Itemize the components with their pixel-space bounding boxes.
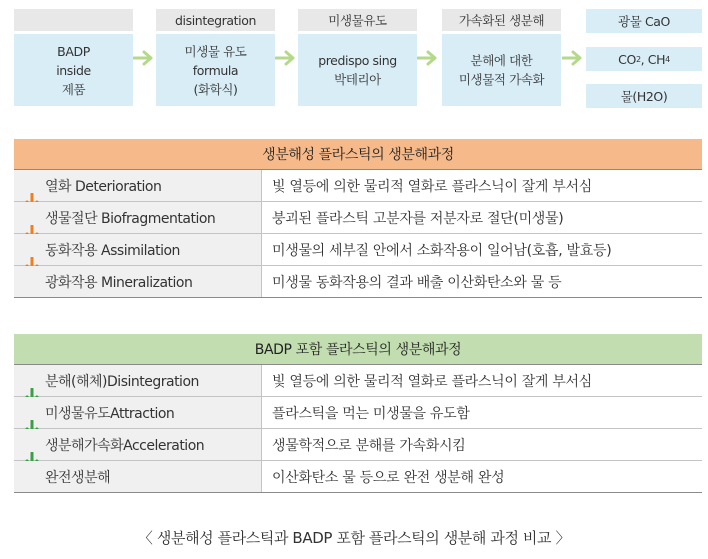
flow-step-badp-product — [14, 9, 133, 106]
flow-step-line: BADP — [57, 43, 90, 59]
output-mineral — [586, 9, 702, 33]
output-label: 물(H2O) — [620, 89, 668, 104]
table-row — [14, 234, 702, 266]
flow-step-line: 미생물적 가속화 — [458, 72, 545, 87]
flow-step-line: 미생물 유도 — [184, 43, 247, 59]
biodegradable-process-table — [14, 139, 702, 298]
table-title: BADP 포함 플라스틱의 생분해과정 — [14, 334, 702, 365]
flow-step-line: formula — [192, 62, 239, 78]
output-subscript: 2 — [635, 54, 641, 64]
flow-step-disintegration — [156, 9, 275, 106]
flow-step-line: inside — [56, 62, 91, 78]
flow-step-line: 박테리아 — [334, 72, 381, 87]
flow-step-header: 미생물유도 — [298, 9, 417, 31]
description-cell: 플라스틱을 먹는 미생물을 유도함 — [272, 405, 470, 422]
flow-arrow-icon — [562, 50, 584, 66]
table-row — [14, 365, 702, 397]
output-label: 광물 CaO — [618, 14, 670, 29]
flow-arrow-icon — [133, 50, 155, 66]
table-row — [14, 461, 702, 493]
description-cell: 생물학적으로 분해를 가속화시킴 — [272, 437, 466, 454]
stage-cell: 생분해가속화Acceleration — [14, 429, 262, 460]
flow-step-header — [14, 9, 133, 31]
flow-step-line: 제품 — [61, 81, 86, 97]
description-cell: 빛 열등에 의한 물리적 열화로 플라스닉이 잘게 부서심 — [272, 178, 592, 195]
table-row — [14, 397, 702, 429]
flow-step-header: 가속화된 생분해 — [442, 9, 561, 31]
stage-cell: 열화 Deterioration — [14, 170, 262, 201]
flow-step-acceleration — [442, 9, 561, 106]
flow-step-header: disintegration — [156, 9, 275, 31]
flow-step-line: 분해에 대한 — [470, 53, 533, 68]
description-cell: 빛 열등에 의한 물리적 열화로 플라스닉이 잘게 부서심 — [272, 373, 592, 390]
stage-cell: 분해(해체)Disintegration — [14, 365, 262, 396]
output-label-co2: CO — [618, 51, 636, 67]
output-label-ch4: , CH — [640, 51, 666, 67]
flow-step-line: predispo sing — [318, 53, 397, 68]
table-row — [14, 202, 702, 234]
flow-step-body — [156, 34, 275, 106]
flow-step-body — [298, 34, 417, 106]
stage-cell: 생물절단 Biofragmentation — [14, 202, 262, 233]
output-gas — [586, 47, 702, 71]
badp-process-table — [14, 334, 702, 493]
stage-cell: 동화작용 Assimilation — [14, 234, 262, 265]
stage-cell: 미생물유도Attraction — [14, 397, 262, 428]
flow-step-line: (화학식) — [193, 81, 238, 97]
table-row — [14, 429, 702, 461]
flow-arrow-icon — [417, 50, 439, 66]
output-water — [586, 84, 702, 108]
table-row — [14, 266, 702, 298]
table-row — [14, 170, 702, 202]
flow-step-body — [442, 34, 561, 106]
table-title: 생분해성 플라스틱의 생분해과정 — [14, 139, 702, 170]
figure-caption: 〈 생분해성 플라스틱과 BADP 포함 플라스틱의 생분해 과정 비교 〉 — [137, 529, 571, 547]
description-cell: 붕괴된 플라스틱 고분자를 저분자로 절단(미생물) — [272, 210, 564, 227]
description-cell: 미생물 동화작용의 결과 배출 이산화탄소와 물 등 — [272, 274, 562, 291]
flow-step-attraction — [298, 9, 417, 106]
output-subscript: 4 — [665, 54, 670, 64]
stage-cell: 광화작용 Mineralization — [14, 266, 262, 297]
flow-arrow-icon — [275, 50, 297, 66]
stage-cell: 완전생분해 — [14, 461, 262, 492]
flow-step-body — [14, 34, 133, 106]
description-cell: 이산화탄소 물 등으로 완전 생분해 완성 — [272, 469, 505, 486]
description-cell: 미생물의 세부질 안에서 소화작용이 일어남(호흡, 발효등) — [272, 242, 612, 259]
